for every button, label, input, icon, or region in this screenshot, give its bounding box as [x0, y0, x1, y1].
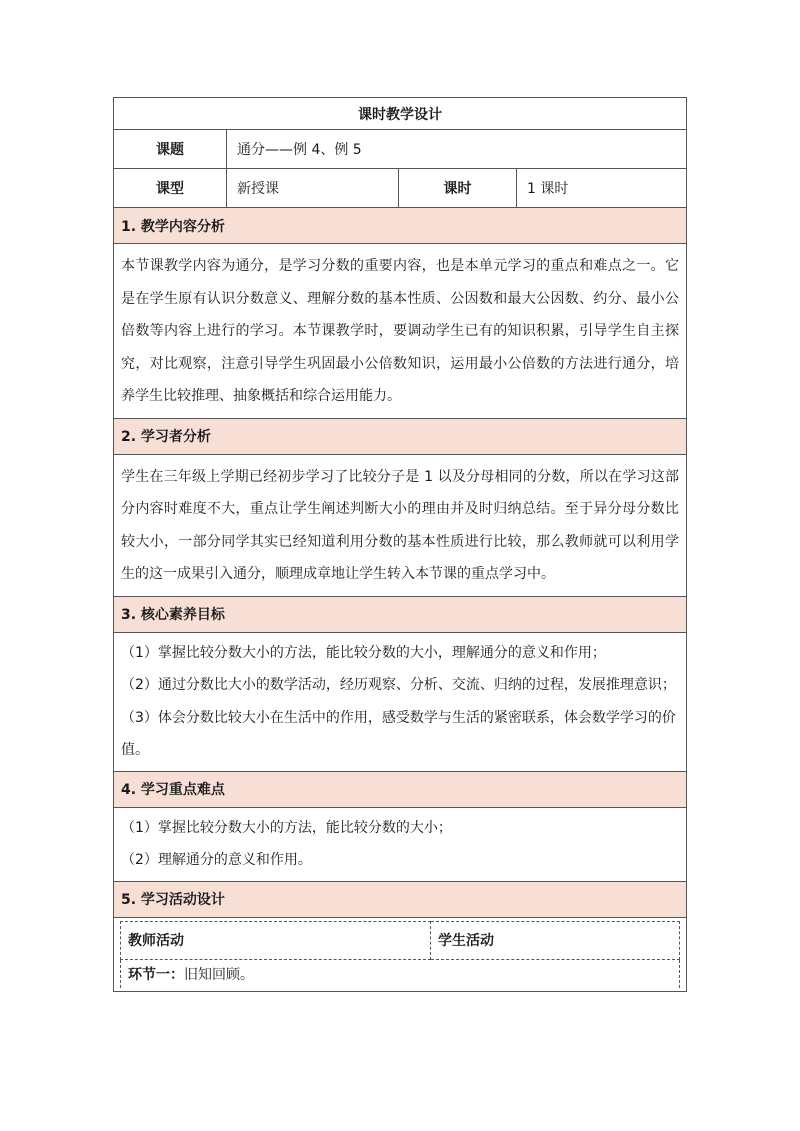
key-point-item: （1）掌握比较分数大小的方法，能比较分数的大小；	[121, 819, 452, 836]
class-hours-value: 1 课时	[517, 169, 687, 208]
activity-step-row	[121, 959, 680, 988]
learner-analysis-text: 学生在三年级上学期已经初步学习了比较分子是 1 以及分母相同的分数，所以在学习这部分内容时难度不大，重点让学生阐述判断大小的理由并及时归纳总结。至于异分母分数比较大小，一部分同学其实已经知道利用分数的基本性质进行比较，那么教师就可以利用学生的这一成果引入通分，顺理成章地让学生转入本节课的重点学习中。	[121, 468, 679, 582]
core-goals-body	[114, 632, 687, 771]
step-label: 环节一：	[128, 966, 184, 983]
content-analysis-text: 本节课教学内容为通分，是学习分数的重要内容，也是本单元学习的重点和难点之一。它是在学生原有认识分数意义、理解分数的基本性质、公因数和最大公因数、约分、最小公倍数等内容上进行的学习。本节课教学时，要调动学生已有的知识积累，引导学生自主探究，对比观察，注意引导学生巩固最小公倍数知识，运用最小公倍数的方法进行通分，培养学生比较推理、抽象概括和综合运用能力。	[121, 258, 679, 404]
section-heading-core-goals: 3. 核心素养目标	[114, 596, 687, 632]
section-heading-key-points: 4. 学习重点难点	[114, 771, 687, 807]
section-heading-content-analysis: 1. 教学内容分析	[114, 208, 687, 244]
teacher-activity-header: 教师活动	[121, 921, 431, 959]
class-hours-label: 课时	[399, 169, 517, 208]
key-point-item: （2）理解通分的意义和作用。	[121, 852, 312, 868]
section-heading-learner-analysis: 2. 学习者分析	[114, 418, 687, 454]
topic-value: 通分——例 4、例 5	[227, 130, 687, 169]
lesson-type-label: 课型	[114, 169, 227, 208]
content-analysis-body	[114, 244, 687, 419]
step-text: 旧知回顾。	[184, 966, 254, 983]
document-title: 课时教学设计	[114, 98, 687, 130]
lesson-plan-table	[113, 97, 687, 992]
topic-label: 课题	[114, 130, 227, 169]
key-points-body	[114, 807, 687, 881]
student-activity-header: 学生活动	[431, 921, 680, 959]
goal-item: （3）体会分数比较大小在生活中的作用，感受数学与生活的紧密联系，体会数学学习的价值。	[121, 709, 676, 758]
lesson-plan-sheet	[113, 97, 686, 992]
learner-analysis-body	[114, 454, 687, 596]
activities-container	[114, 917, 687, 991]
goal-item: （2）通过分数比大小的数学活动，经历观察、分析、交流、归纳的过程，发展推理意识；	[121, 677, 676, 693]
lesson-type-value: 新授课	[227, 169, 399, 208]
section-heading-activities: 5. 学习活动设计	[114, 881, 687, 917]
goal-item: （1）掌握比较分数大小的方法，能比较分数的大小，理解通分的意义和作用；	[121, 644, 606, 661]
activities-table	[120, 921, 680, 988]
